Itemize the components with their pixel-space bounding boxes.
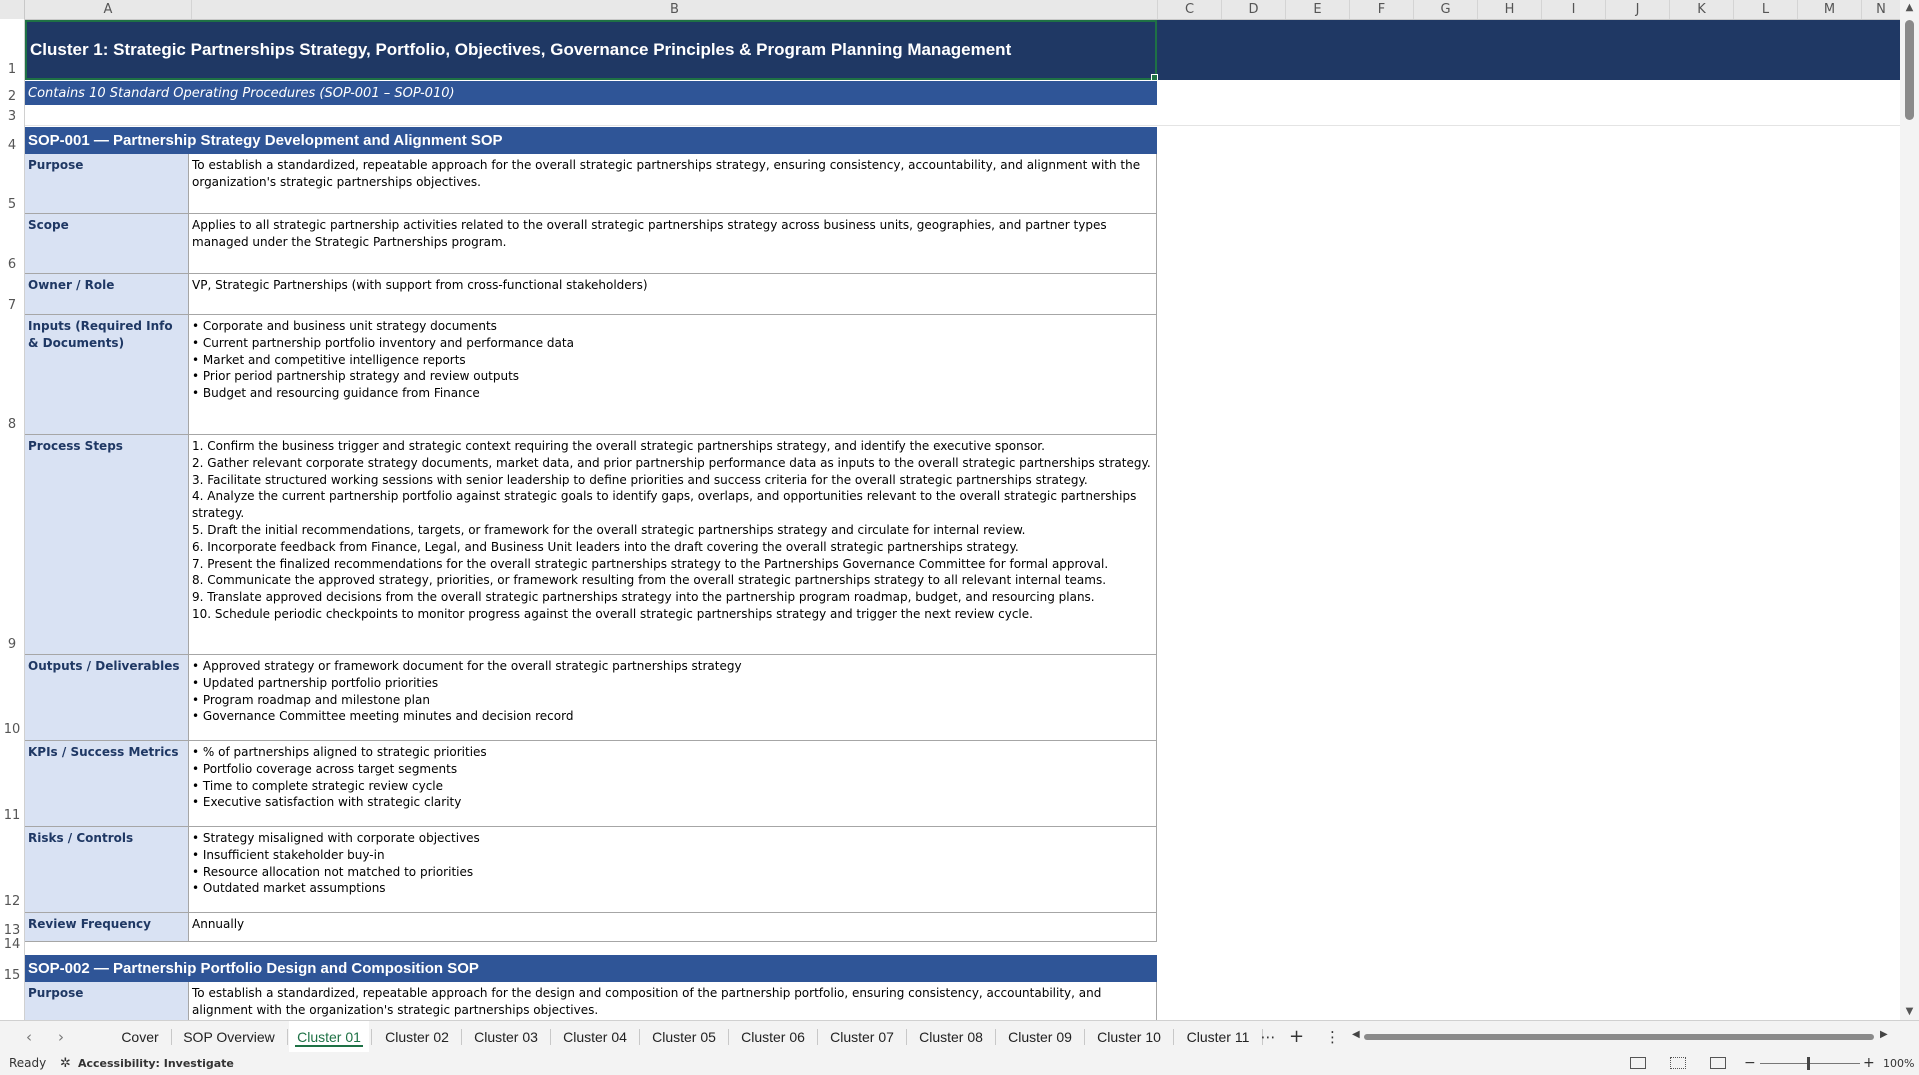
tab-separator (906, 1029, 907, 1045)
row-header-15[interactable]: 15 (3, 968, 21, 983)
column-header-j[interactable]: J (1606, 0, 1670, 19)
field-label-purpose[interactable]: Purpose (25, 154, 189, 214)
field-label-scope[interactable]: Scope (25, 214, 189, 274)
field-label-inputs[interactable]: Inputs (Required Info & Documents) (25, 315, 189, 435)
column-header-i[interactable]: I (1542, 0, 1606, 19)
tab-separator (1084, 1029, 1085, 1045)
column-header-d[interactable]: D (1222, 0, 1286, 19)
row-header-5[interactable]: 5 (7, 197, 17, 212)
field-value-kpis[interactable]: • % of partnerships aligned to strategic priorities • Portfolio coverage across target segments • Time to complete strategic review cycle • Executive satisfaction with strategic clarity (189, 741, 1157, 827)
sop-field-row (25, 827, 1900, 913)
sheet-tab-cluster-11[interactable]: Cluster 11 (1186, 1029, 1250, 1045)
scroll-up-arrow-icon[interactable]: ▲ (1905, 2, 1914, 13)
status-bar (0, 1052, 1919, 1075)
tab-separator (461, 1029, 462, 1045)
field-label-purpose[interactable]: Purpose (25, 982, 189, 1020)
sop-002-title: SOP-002 — Partnership Portfolio Design and Composition SOP (28, 960, 479, 977)
vertical-scrollbar[interactable] (1900, 0, 1919, 1020)
sheet-tab-cluster-03[interactable]: Cluster 03 (474, 1029, 538, 1045)
subtitle-cell[interactable] (25, 81, 1157, 105)
page-break-preview-icon[interactable] (1710, 1057, 1726, 1069)
column-header-b[interactable]: B (192, 0, 1158, 19)
tab-separator (550, 1029, 551, 1045)
zoom-out-icon[interactable]: − (1744, 1055, 1756, 1071)
zoom-level[interactable]: 100% (1883, 1057, 1915, 1070)
gridline (25, 125, 1900, 126)
column-header-bar (0, 0, 1900, 20)
sheet-tab-cluster-01[interactable]: Cluster 01 (289, 1021, 369, 1053)
field-label-review-frequency[interactable]: Review Frequency (25, 913, 189, 942)
column-header-g[interactable]: G (1414, 0, 1478, 19)
tab-separator (171, 1029, 172, 1045)
field-value-purpose[interactable]: To establish a standardized, repeatable approach for the design and composition of the partnership portfolio, ensuring consistency, accountability, and alignment with the organization's strategic partnerships objectives. (189, 982, 1157, 1020)
column-header-l[interactable]: L (1734, 0, 1798, 19)
field-value-outputs[interactable]: • Approved strategy or framework document for the overall strategic partnerships strategy • Updated partnership portfolio priorities • Program roadmap and milestone plan • Governance Committee meeting minutes and decision record (189, 655, 1157, 741)
select-all-corner[interactable] (0, 0, 25, 19)
row-header-8[interactable]: 8 (7, 417, 17, 432)
status-ready: Ready (9, 1056, 47, 1070)
row-header-9[interactable]: 9 (7, 637, 17, 652)
more-sheets-icon[interactable]: ⋯ (1260, 1028, 1276, 1046)
field-value-owner[interactable]: VP, Strategic Partnerships (with support from cross-functional stakeholders) (189, 274, 1157, 315)
sheet-tab-cluster-04[interactable]: Cluster 04 (563, 1029, 627, 1045)
sop-header-row (25, 955, 1900, 982)
row-header-2[interactable]: 2 (7, 89, 17, 104)
sop-001-header-cell[interactable] (25, 127, 1157, 154)
row-header-3[interactable]: 3 (7, 109, 17, 124)
cluster-title: Cluster 1: Strategic Partnerships Strategy, Portfolio, Objectives, Governance Principles & Program Planning Management (30, 40, 1012, 59)
tab-separator (1173, 1029, 1174, 1045)
vertical-scroll-thumb[interactable] (1905, 20, 1914, 120)
zoom-slider-track[interactable] (1760, 1063, 1860, 1064)
tab-separator (728, 1029, 729, 1045)
field-value-process-steps[interactable]: 1. Confirm the business trigger and strategic context requiring the overall strategic partnerships strategy, and identify the executive sponsor. 2. Gather relevant corporate strategy documents, market data, and prior partnership performance data as inputs to the overall strategic partnerships strategy. 3. Facilitate structured working sessions with senior leadership to define priorities and success criteria for the overall strategic partnerships strategy. 4. Analyze the current partnership portfolio against strategic goals to identify gaps, overlaps, and opportunities relevant to the overall strategic partnerships strategy. 5. Draft the initial recommendations, targets, or framework for the overall strategic partnerships strategy and circulate for internal review. 6. Incorporate feedback from Finance, Legal, and Business Unit leaders into the draft covering the overall strategic partnerships strategy. 7. Present the finalized recommendations for the overall strategic partnerships strategy to the Partnerships Governance Committee for formal approval. 8. Communicate the approved strategy, priorities, or framework resulting from the overall strategic partnerships strategy to all relevant internal teams. 9. Translate approved decisions from the overall strategic partnerships strategy into the partnership program roadmap, budget, and resourcing plans. 10. Schedule periodic checkpoints to monitor progress against the overall strategic partnerships strategy and trigger the next review cycle. (189, 435, 1157, 655)
tab-separator (817, 1029, 818, 1045)
tab-separator (371, 1029, 372, 1045)
field-label-risks[interactable]: Risks / Controls (25, 827, 189, 913)
field-label-process-steps[interactable]: Process Steps (25, 435, 189, 655)
sheet-tab-cluster-02[interactable]: Cluster 02 (385, 1029, 449, 1045)
field-value-risks[interactable]: • Strategy misaligned with corporate objectives • Insufficient stakeholder buy-in • Resource allocation not matched to priorities • Outdated market assumptions (189, 827, 1157, 913)
column-header-n[interactable]: N (1876, 2, 1886, 17)
sop-field-row (25, 655, 1900, 741)
fill-handle[interactable] (1151, 74, 1158, 81)
scroll-down-arrow-icon[interactable]: ▼ (1905, 1006, 1914, 1017)
sheet-tab-cover[interactable]: Cover (121, 1029, 159, 1045)
sheet-tab-cluster-09[interactable]: Cluster 09 (1008, 1029, 1072, 1045)
row-header-12[interactable]: 12 (3, 894, 21, 909)
prev-sheet-arrow-icon[interactable]: ‹ (26, 1028, 32, 1046)
tab-options-icon[interactable]: ⋮ (1325, 1028, 1340, 1046)
horizontal-scrollbar[interactable] (1352, 1029, 1888, 1042)
row-header-13[interactable]: 13 (3, 923, 21, 938)
column-header-m[interactable]: M (1798, 0, 1862, 19)
sheet-tab-cluster-10[interactable]: Cluster 10 (1097, 1029, 1161, 1045)
sop-header-row (25, 127, 1900, 154)
zoom-in-icon[interactable]: + (1863, 1055, 1875, 1071)
worksheet-grid[interactable] (25, 20, 1900, 1020)
sop-001-title: SOP-001 — Partnership Strategy Development and Alignment SOP (28, 132, 503, 149)
row-header-bar (0, 19, 25, 1020)
add-sheet-icon[interactable]: + (1289, 1026, 1305, 1047)
row-header-10[interactable]: 10 (3, 722, 21, 737)
row-header-1[interactable]: 1 (7, 62, 17, 77)
column-header-f[interactable]: F (1350, 0, 1414, 19)
sop-field-row (25, 214, 1900, 274)
title-row (25, 20, 1900, 80)
sheet-tab-cluster-07[interactable]: Cluster 07 (830, 1029, 894, 1045)
sheet-tab-cluster-06[interactable]: Cluster 06 (741, 1029, 805, 1045)
column-header-k[interactable]: K (1670, 0, 1734, 19)
next-sheet-arrow-icon[interactable]: › (58, 1028, 64, 1046)
column-header-e[interactable]: E (1286, 0, 1350, 19)
field-label-outputs[interactable]: Outputs / Deliverables (25, 655, 189, 741)
row-header-6[interactable]: 6 (7, 257, 17, 272)
field-value-review-frequency[interactable]: Annually (189, 913, 1157, 942)
field-value-purpose[interactable]: To establish a standardized, repeatable approach for the overall strategic partnerships strategy, ensuring consistency, accountability, and alignment with the organization's strategic partnerships objectives. (189, 154, 1157, 214)
horizontal-scroll-thumb[interactable] (1364, 1034, 1874, 1040)
row-header-14[interactable]: 14 (3, 937, 21, 952)
tab-separator (995, 1029, 996, 1045)
row-header-11[interactable]: 11 (3, 808, 21, 823)
sop-field-row (25, 315, 1900, 435)
scroll-right-arrow-icon[interactable]: ▶ (1880, 1029, 1888, 1040)
tab-separator (639, 1029, 640, 1045)
sop-field-row (25, 154, 1900, 214)
column-header-h[interactable]: H (1478, 0, 1542, 19)
sheet-tab-cluster-05[interactable]: Cluster 05 (652, 1029, 716, 1045)
accessibility-icon: ✲ (60, 1056, 71, 1071)
accessibility-status[interactable]: Accessibility: Investigate (78, 1057, 234, 1070)
field-value-scope[interactable]: Applies to all strategic partnership activities related to the overall strategic partnerships strategy across business units, geographies, and partner types managed under the Strategic Partnerships program. (189, 214, 1157, 274)
sop-field-row (25, 982, 1900, 1020)
tab-separator (287, 1029, 288, 1045)
sheet-tab-sop-overview[interactable]: SOP Overview (183, 1029, 275, 1045)
row-header-7[interactable]: 7 (7, 298, 17, 313)
sop-field-row (25, 741, 1900, 827)
field-value-inputs[interactable]: • Corporate and business unit strategy documents • Current partnership portfolio inventory and performance data • Market and competitive intelligence reports • Prior period partnership strategy and review outputs • Budget and resourcing guidance from Finance (189, 315, 1157, 435)
sop-field-row (25, 913, 1900, 942)
sop-002-header-cell[interactable] (25, 955, 1157, 982)
field-label-kpis[interactable]: KPIs / Success Metrics (25, 741, 189, 827)
sheet-tab-cluster-08[interactable]: Cluster 08 (919, 1029, 983, 1045)
normal-view-icon[interactable] (1630, 1057, 1646, 1069)
zoom-slider-knob[interactable] (1807, 1057, 1810, 1070)
scroll-left-arrow-icon[interactable]: ◀ (1352, 1029, 1360, 1040)
field-label-owner[interactable]: Owner / Role (25, 274, 189, 315)
row-header-4[interactable]: 4 (7, 138, 17, 153)
column-header-c[interactable]: C (1158, 0, 1222, 19)
sheet-tab-bar (0, 1020, 1919, 1053)
sop-field-row (25, 274, 1900, 315)
subtitle-row (25, 81, 1900, 105)
title-cell[interactable] (25, 20, 1157, 80)
cluster-subtitle: Contains 10 Standard Operating Procedures (SOP-001 – SOP-010) (28, 85, 455, 101)
page-layout-view-icon[interactable] (1670, 1057, 1686, 1069)
column-header-a[interactable]: A (25, 0, 192, 19)
sop-field-row (25, 435, 1900, 655)
